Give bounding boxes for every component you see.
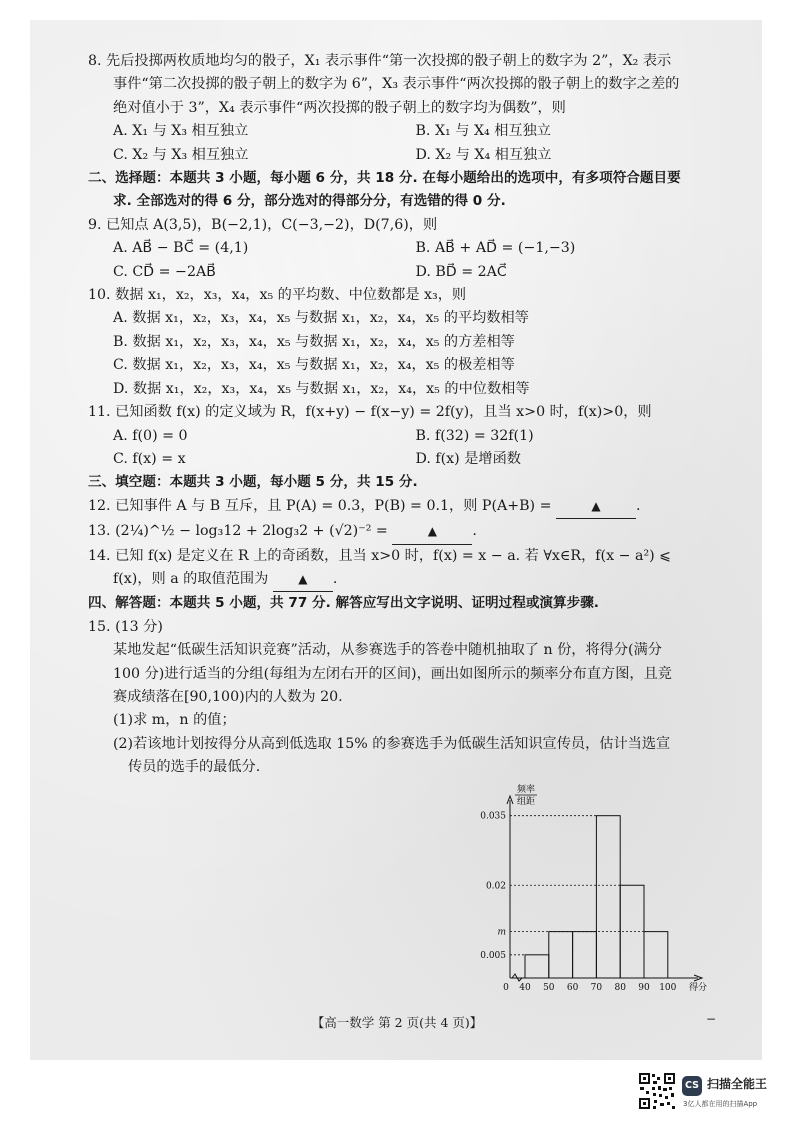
q9-options-row2 — [88, 261, 718, 284]
q11-option-c: C. f(x) = x — [113, 450, 186, 467]
histogram-bar — [644, 932, 668, 978]
y-tick-label: 0.02 — [485, 881, 506, 892]
section2-heading-line2: 求. 全部选对的得 6 分，部分选对的得部分分，有选错的得 0 分. — [113, 193, 506, 210]
q12-stem: 12. 已知事件 A 与 B 互斥，且 P(A) = 0.3，P(B) = 0.1，则 P(A+B) = — [88, 497, 552, 514]
section4-heading: 四、解答题：本题共 5 小题，共 77 分. 解答应写出文字说明、证明过程或演算步骤. — [88, 595, 599, 612]
q9-stem: 9. 已知点 A(3,5)，B(−2,1)，C(−3,−2)，D(7,6)，则 — [88, 216, 438, 233]
q15-text-line3: 赛成绩落在[90,100)内的人数为 20. — [113, 688, 343, 705]
y-axis-label-top: 频率 — [516, 785, 536, 795]
q12-blank-marker: ▲ — [591, 498, 601, 513]
q14-answer-blank — [273, 568, 333, 592]
q8-option-a: A. X₁ 与 X₃ 相互独立 — [113, 123, 249, 140]
q8-option-c: C. X₂ 与 X₃ 相互独立 — [113, 146, 249, 163]
q8-option-d: D. X₂ 与 X₄ 相互独立 — [415, 146, 552, 163]
histogram-bar — [596, 816, 620, 978]
y-tick-label: m — [497, 927, 506, 938]
q8-stem-line1: 8. 先后投掷两枚质地均匀的骰子，X₁ 表示事件“第一次投掷的骰子朝上的数字为 2”，X₂ 表示 — [88, 53, 672, 69]
q9-option-b: B. AB⃗ + AD⃗ = (−1,−3) — [415, 240, 576, 257]
x-tick-label: 50 — [543, 983, 555, 993]
y-axis-label-bottom: 组距 — [516, 797, 536, 807]
q9-option-a: A. AB⃗ − BC⃗ = (4,1) — [113, 240, 249, 257]
q13-answer-blank — [392, 520, 472, 544]
q11-stem: 11. 已知函数 f(x) 的定义域为 R，f(x+y) − f(x−y) = 2f(y)，且当 x>0 时，f(x)>0，则 — [88, 404, 652, 421]
q13-stem: 13. (2¼)^½ − log₃12 + 2log₃2 + (√2)⁻² = — [88, 523, 388, 540]
q12-line — [88, 495, 718, 519]
q9-option-c: C. CD⃗ = −2AB⃗ — [113, 263, 216, 280]
scanner-app-name: 扫描全能王 — [707, 1077, 768, 1091]
qr-code-icon — [638, 1072, 676, 1110]
q13-end: . — [472, 523, 477, 540]
frequency-histogram — [470, 778, 715, 1000]
q14-blank-marker: ▲ — [298, 571, 308, 586]
camscanner-logo-icon: CS — [682, 1076, 702, 1096]
q10-stem: 10. 数据 x₁，x₂，x₃，x₄，x₅ 的平均数、中位数都是 x₃，则 — [88, 287, 467, 304]
q14-stem-line2-wrap — [88, 568, 718, 592]
q14-end: . — [332, 570, 338, 587]
x-tick-label: 100 — [659, 983, 677, 993]
q15-part2-line1: (2)若该地计划按得分从高到低选取 15% 的参赛选手为低碳生活知识宣传员，估计当选宣 — [113, 735, 671, 752]
scanner-app-tagline: 3亿人都在用的扫描App — [683, 1100, 758, 1108]
q11-options-row2 — [88, 448, 718, 471]
histogram-bar — [549, 932, 573, 978]
q10-option-c: C. 数据 x₁，x₂，x₃，x₄，x₅ 与数据 x₁，x₂，x₄，x₅ 的极差相等 — [113, 357, 515, 374]
y-tick-label: 0.035 — [480, 811, 506, 822]
q11-option-d: D. f(x) 是增函数 — [415, 450, 521, 467]
q9-option-d: D. BD⃗ = 2AC⃗ — [415, 263, 507, 280]
q15-head: 15. (13 分) — [88, 618, 163, 635]
q14-stem-line1: 14. 已知 f(x) 是定义在 R 上的奇函数，且当 x>0 时，f(x) = x − a. 若 ∀x∈R，f(x − a²) ⩽ — [88, 547, 672, 564]
section3-heading: 三、填空题：本题共 3 小题，每小题 5 分，共 15 分. — [88, 474, 418, 491]
q8-stem-line2: 事件“第二次投掷的骰子朝上的数字为 6”，X₃ 表示事件“两次投掷的骰子朝上的数字之差的 — [113, 76, 680, 93]
x-tick-label: 70 — [590, 983, 603, 993]
page-footer: 【高一数学 第 2 页(共 4 页)】 — [311, 1015, 483, 1030]
q13-blank-marker: ▲ — [427, 524, 437, 539]
q9-options-row1 — [88, 237, 718, 260]
q13-line — [88, 520, 718, 544]
q8-stem-line3: 绝对值小于 3”，X₄ 表示事件“两次投掷的骰子朝上的数字均为偶数”，则 — [113, 99, 566, 116]
x-origin-label: 0 — [503, 983, 509, 993]
histogram-bar — [525, 955, 549, 978]
q8-options-row2 — [88, 144, 718, 167]
x-tick-label: 60 — [566, 983, 579, 993]
q10-option-b: B. 数据 x₁，x₂，x₃，x₄，x₅ 与数据 x₁，x₂，x₄，x₅ 的方差相等 — [113, 333, 515, 350]
q11-option-a: A. f(0) = 0 — [113, 427, 188, 444]
q14-stem-line2: f(x)，则 a 的取值范围为 — [113, 570, 269, 587]
exam-content — [88, 50, 718, 780]
q12-answer-blank — [556, 495, 636, 519]
q8-option-b: B. X₁ 与 X₄ 相互独立 — [415, 123, 551, 140]
q10-option-d: D. 数据 x₁，x₂，x₃，x₄，x₅ 与数据 x₁，x₂，x₄，x₅ 的中位数相等 — [113, 380, 530, 397]
histogram-bar — [573, 932, 597, 978]
x-tick-label: 90 — [638, 983, 650, 993]
q15-text-line1: 某地发起“低碳生活知识竞赛”活动，从参赛选手的答卷中随机抽取了 n 份，将得分(满分 — [113, 642, 662, 659]
q15-text-line2: 100 分)进行适当的分组(每组为左闭右开的区间)，画出如图所示的频率分布直方图，且竞 — [113, 665, 672, 682]
x-tick-label: 40 — [519, 983, 531, 993]
q10-option-a: A. 数据 x₁，x₂，x₃，x₄，x₅ 与数据 x₁，x₂，x₄，x₅ 的平均数相等 — [113, 310, 529, 327]
q15-part1: (1)求 m，n 的值； — [113, 712, 236, 729]
x-tick-label: 80 — [614, 983, 626, 993]
footer-dash: − — [706, 1012, 717, 1026]
q12-end: . — [636, 497, 641, 514]
q11-options-row1 — [88, 425, 718, 448]
section2-heading-line1: 二、选择题：本题共 3 小题，每小题 6 分，共 18 分. 在每小题给出的选项中，有多项符合题目要 — [88, 170, 681, 187]
q11-option-b: B. f(32) = 32f(1) — [415, 427, 534, 444]
q8-options-row1 — [88, 120, 718, 143]
y-tick-label: 0.005 — [480, 950, 506, 961]
x-axis-label: 得分 — [688, 983, 708, 993]
q15-part2-line2: 传员的选手的最低分. — [128, 759, 261, 776]
